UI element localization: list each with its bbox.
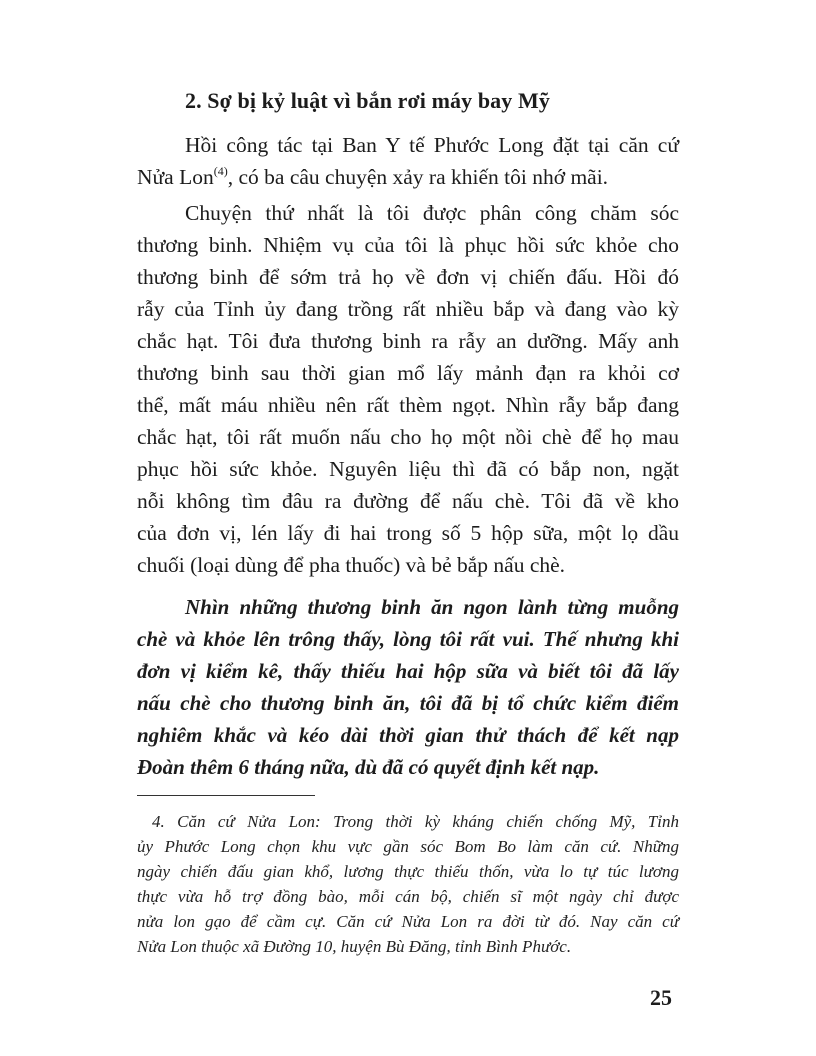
paragraph-3-line: nghiêm khắc và kéo dài thời gian thử thách để kết nạp [137, 723, 679, 747]
footnote-reference: (4) [213, 164, 228, 178]
footnote-line: ngày chiến đấu gian khổ, lương thực thiếu thốn, vừa lo tự túc lương [137, 862, 679, 881]
paragraph-3-line: đơn vị kiểm kê, thấy thiếu hai hộp sữa và biết tôi đã lấy [137, 659, 679, 683]
paragraph-2-line: thương binh để sớm trả họ về đơn vị chiến đấu. Hồi đó [137, 265, 679, 289]
footnote-line: Nửa Lon thuộc xã Đường 10, huyện Bù Đăng, tỉnh Bình Phước. [137, 937, 572, 956]
paragraph-3-line: Đoàn thêm 6 tháng nữa, dù đã có quyết định kết nạp. [137, 755, 600, 779]
paragraph-2-line: thương binh sau thời gian mổ lấy mảnh đạn ra khỏi cơ [137, 361, 679, 385]
paragraph-3-line: nấu chè cho thương binh ăn, tôi đã bị tổ chức kiểm điểm [137, 691, 679, 715]
paragraph-2-line: rẫy của Tỉnh ủy đang trồng rất nhiều bắp và đang vào kỳ [137, 297, 679, 321]
footnote-line: nửa lon gạo để cầm cự. Căn cứ Nửa Lon ra đời từ đó. Nay căn cứ [137, 912, 679, 931]
paragraph-1-text: , có ba câu chuyện xảy ra khiến tôi nhớ mãi. [227, 165, 609, 189]
paragraph-2-line: nỗi không tìm đâu ra đường để nấu chè. Tôi đã về kho [137, 489, 679, 513]
paragraph-2-line: thương binh. Nhiệm vụ của tôi là phục hồi sức khỏe cho [137, 233, 679, 257]
paragraph-1-line: Hồi công tác tại Ban Y tế Phước Long đặt tại căn cứ [185, 133, 679, 157]
paragraph-2-line: chắc hạt. Tôi đưa thương binh ra rẫy an dưỡng. Mấy anh [137, 329, 679, 353]
paragraph-2-line: Chuyện thứ nhất là tôi được phân công chăm sóc [185, 201, 679, 225]
footnote-divider [137, 795, 315, 796]
paragraph-2-line: của đơn vị, lén lấy đi hai trong số 5 hộp sữa, một lọ dầu [137, 521, 679, 545]
footnote-line: 4. Căn cứ Nửa Lon: Trong thời kỳ kháng chiến chống Mỹ, Tỉnh [152, 812, 679, 831]
page-number: 25 [650, 985, 672, 1010]
paragraph-2-line: thể, mất máu nhiều nên rất thèm ngọt. Nhìn rẫy bắp đang [137, 393, 679, 417]
section-heading: 2. Sợ bị kỷ luật vì bắn rơi máy bay Mỹ [185, 88, 550, 113]
paragraph-2-line: phục hồi sức khỏe. Nguyên liệu thì đã có bắp non, ngặt [137, 457, 679, 481]
paragraph-3-line: Nhìn những thương binh ăn ngon lành từng muỗng [185, 595, 679, 619]
footnote-line: ủy Phước Long chọn khu vực gần sóc Bom Bo làm căn cứ. Những [137, 837, 679, 856]
footnote-anchor-text: Nửa Lon [137, 165, 214, 189]
footnote-line: thực vừa hỗ trợ đồng bào, mỗi cán bộ, chiến sĩ một ngày chỉ được [137, 887, 679, 906]
paragraph-2-line: chắc hạt, tôi rất muốn nấu cho họ một nồi chè để họ mau [137, 425, 679, 449]
paragraph-2-line: chuối (loại dùng để pha thuốc) và bẻ bắp nấu chè. [137, 553, 566, 577]
paragraph-3-line: chè và khỏe lên trông thấy, lòng tôi rất vui. Thế nhưng khi [137, 627, 679, 651]
paragraph-1-line [137, 161, 679, 193]
